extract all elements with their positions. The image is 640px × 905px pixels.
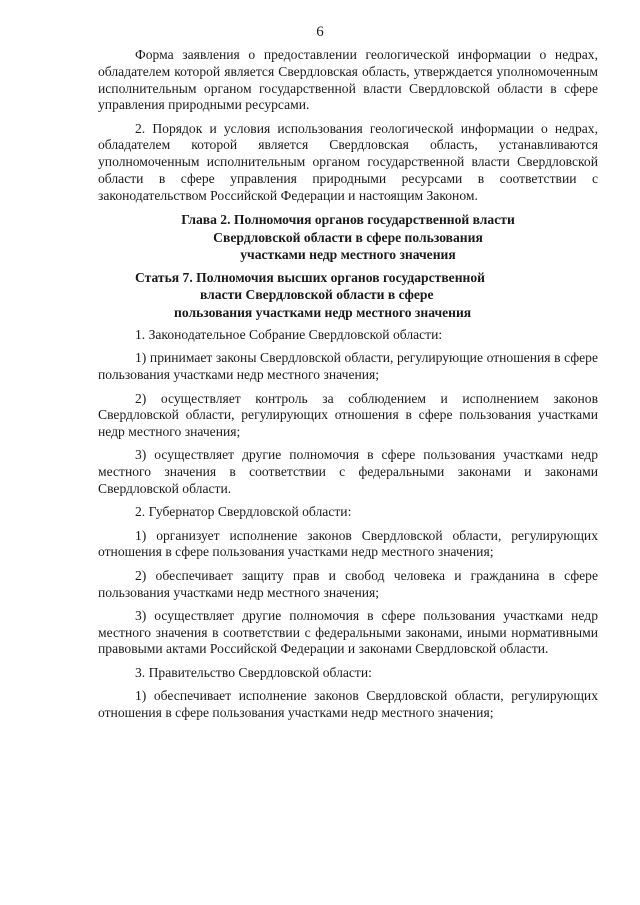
paragraph: 2. Губернатор Свердловской области: [135, 504, 352, 520]
document-body [98, 47, 598, 728]
paragraph: 1) организует исполнение законов Свердловской области, регулирующих отношения в сфере пользования участками недр местного значения; [98, 527, 598, 560]
paragraph: 1. Законодательное Собрание Свердловской области: [135, 327, 443, 343]
article-heading-line: Статья 7. Полномочия высших органов государственной [135, 269, 485, 285]
paragraph: 1) обеспечивает исполнение законов Свердловской области, регулирующих отношения в сфере пользования участками недр местного значения; [98, 688, 598, 720]
paragraph: 1) принимает законы Свердловской области, регулирующие отношения в сфере пользования участками недр местного значения; [98, 350, 598, 383]
chapter-heading-line: Свердловской области в сфере пользования [213, 229, 483, 245]
paragraph: 3) осуществляет другие полномочия в сфере пользования участками недр местного значения в соответствии с федеральными законами и законами Свердловской области. [98, 447, 598, 497]
paragraph: 3. Правительство Свердловской области: [135, 664, 372, 680]
paragraph: 2) обеспечивает защиту прав и свобод человека и гражданина в сфере пользования участками недр местного значения; [98, 567, 598, 600]
paragraph: 2. Порядок и условия использования геологической информации о недрах, обладателем которой является Свердловская область, устанавливаются уполномоченным исполнительным органом государственной власти Свердловской области в сфере управления природными ресурсами в соответствии с законодательством Российской Федерации и настоящим Законом. [98, 120, 598, 203]
chapter-heading [98, 211, 598, 264]
article-heading [98, 269, 598, 322]
chapter-heading-line: участками недр местного значения [240, 247, 456, 263]
chapter-heading-line: Глава 2. Полномочия органов государственной власти [181, 212, 515, 228]
article-heading-line: власти Свердловской области в сфере [200, 287, 434, 303]
paragraph: 2) осуществляет контроль за соблюдением и исполнением законов Свердловской области, регулирующих отношения в сфере пользования участками недр местного значения; [98, 390, 598, 440]
paragraph: 3) осуществляет другие полномочия в сфере пользования участками недр местного значения в соответствии с федеральными законами, иными нормативными правовыми актами Российской Федерации и законами Свердловской области. [98, 607, 598, 657]
paragraph: Форма заявления о предоставлении геологической информации о недрах, обладателем которой является Свердловская область, утверждается уполномоченным исполнительным органом государственной власти Свердловской области в сфере управления природными ресурсами. [98, 47, 598, 113]
article-heading-line: пользования участками недр местного значения [174, 304, 472, 320]
page-number: 6 [316, 24, 324, 40]
